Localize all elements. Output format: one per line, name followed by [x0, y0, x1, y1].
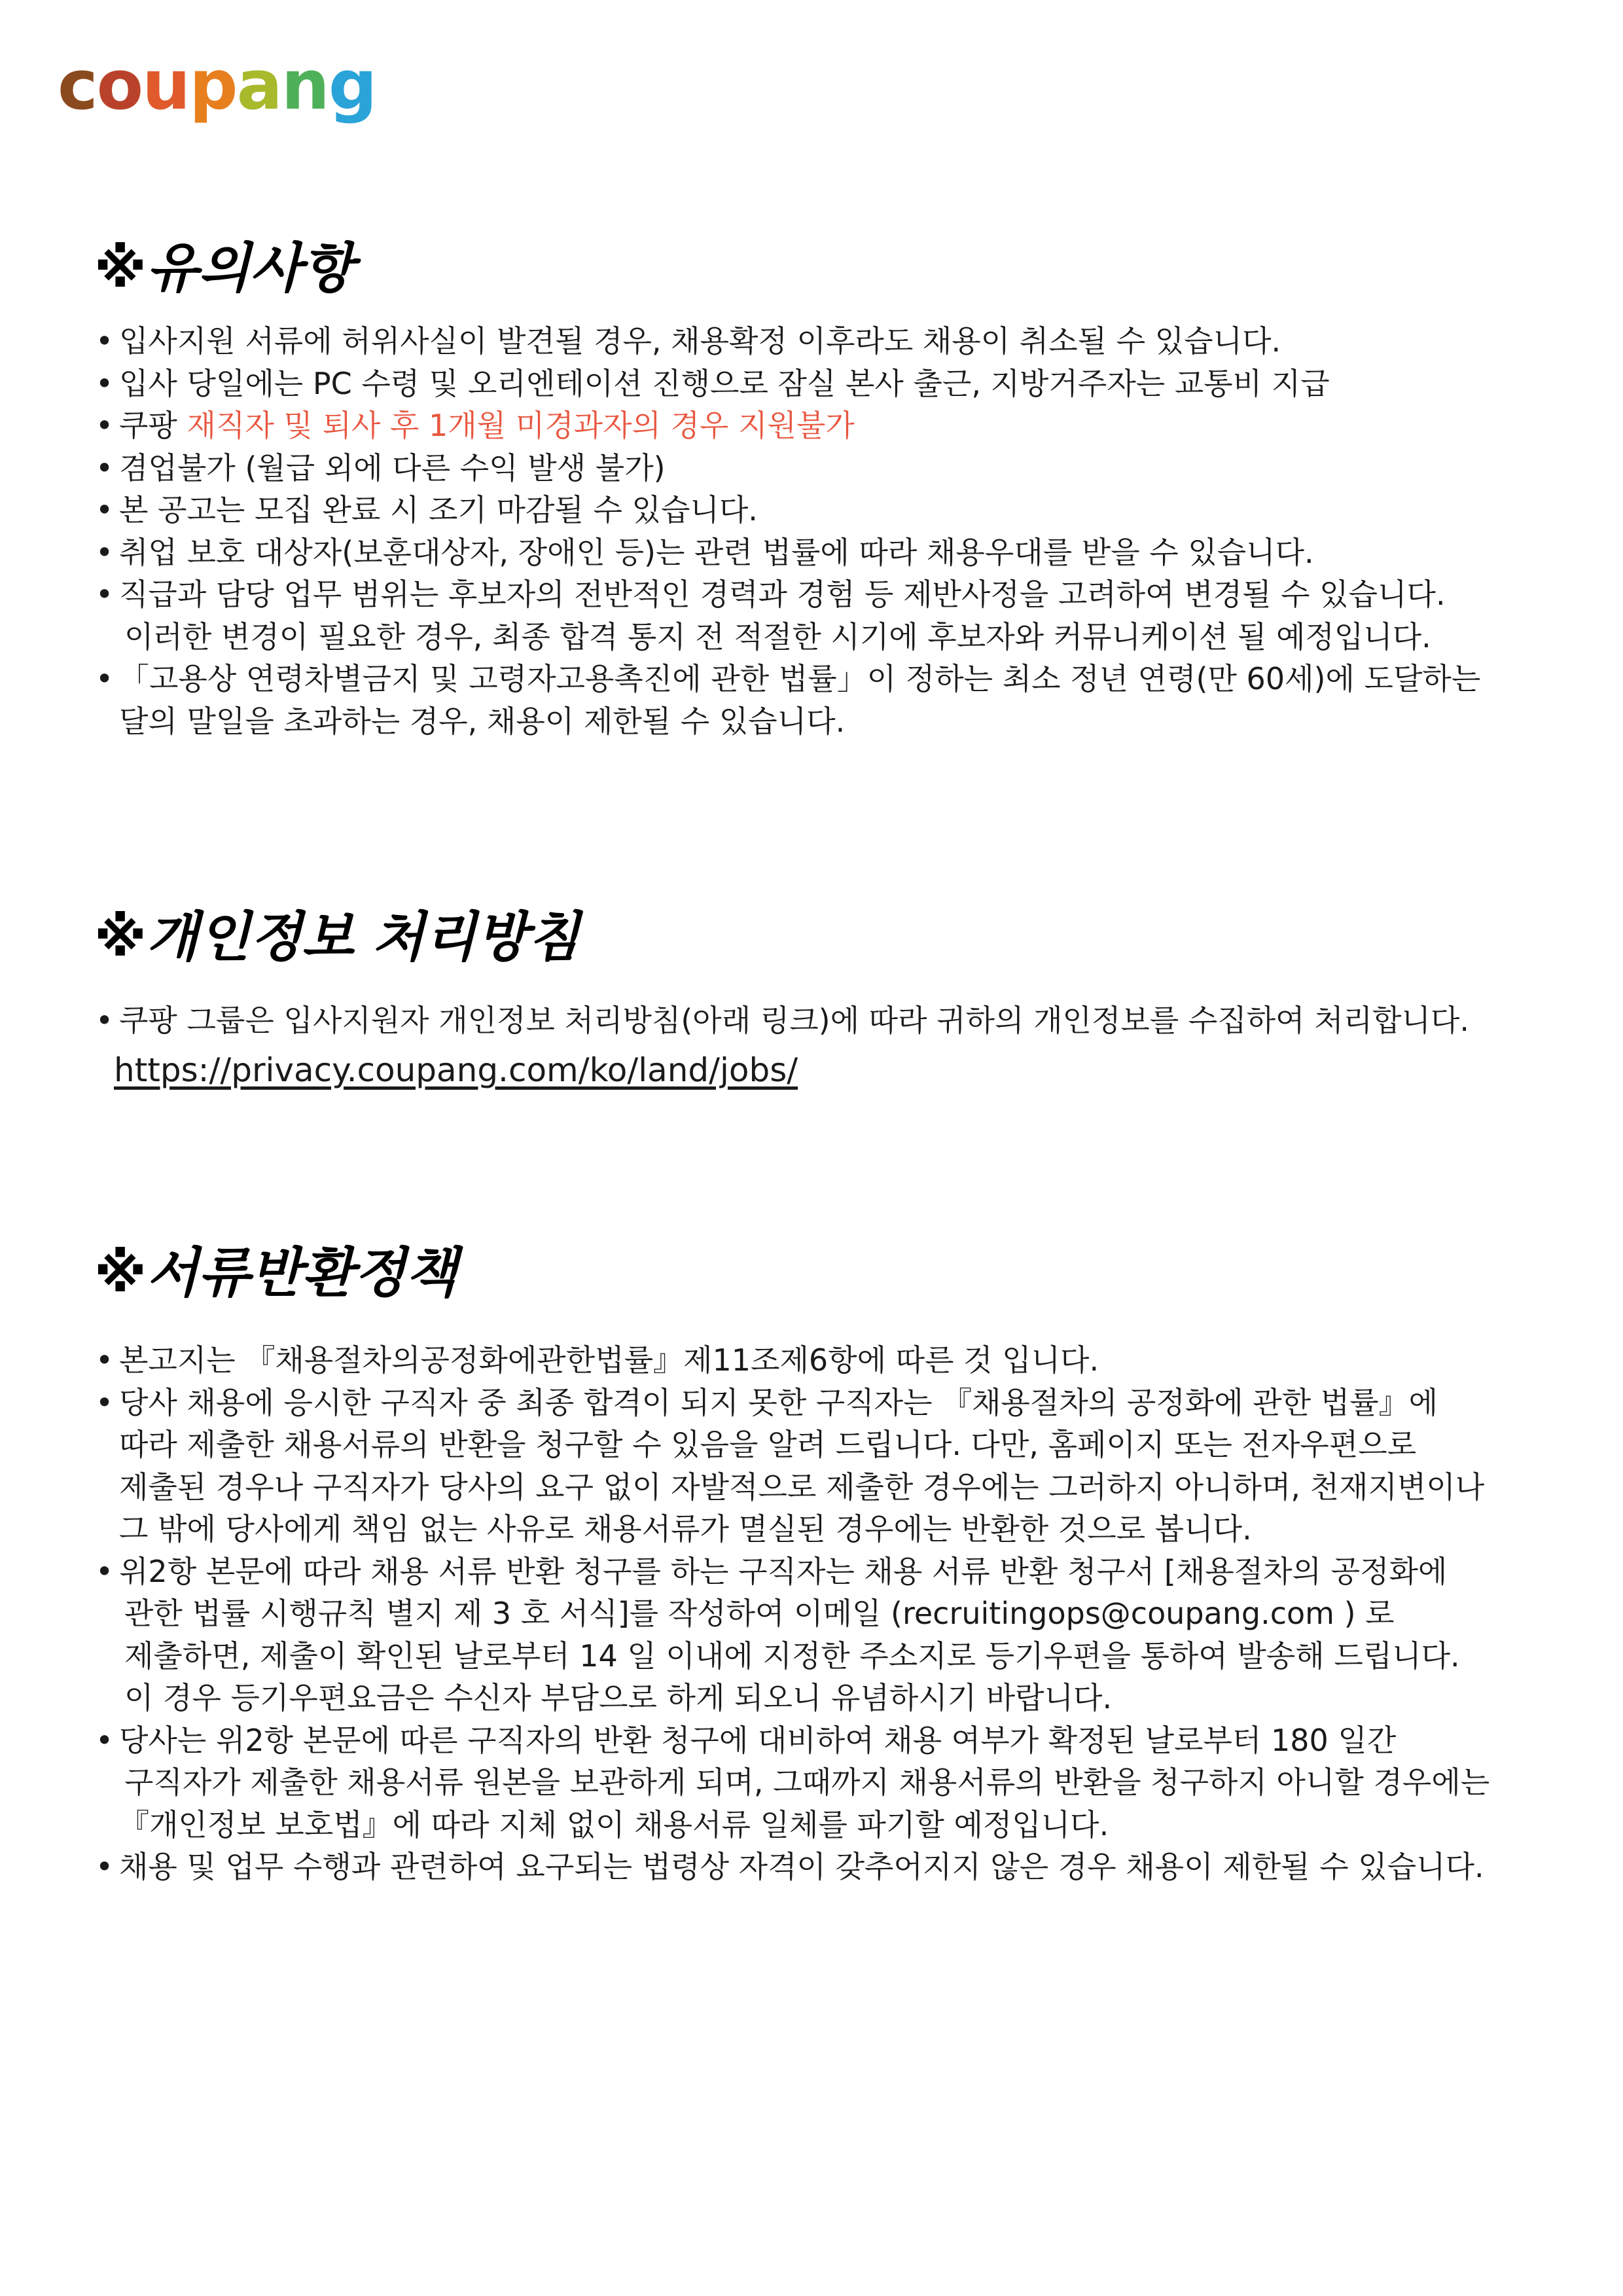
bullet-icon: •: [96, 1342, 114, 1378]
list-item: • 직급과 담당 업무 범위는 후보자의 전반적인 경력과 경험 등 제반사정을 고려하여 변경될 수 있습니다. 이러한 변경이 필요한 경우, 최종 합격 통지 전 적절한 시기에 후보자와 커뮤니케이션 될 예정입니다.: [96, 573, 1480, 658]
document-return-list: [96, 1339, 1489, 1888]
bullet-icon: •: [96, 1722, 114, 1758]
list-item: • 겸업불가 (월급 외에 다른 수익 발생 불가): [96, 447, 1480, 490]
list-item: • 입사지원 서류에 허위사실이 발견될 경우, 채용확정 이후라도 채용이 취소될 수 있습니다.: [96, 320, 1480, 363]
list-item: • 쿠팡 그룹은 입사지원자 개인정보 처리방침(아래 링크)에 따라 귀하의 개인정보를 수집하여 처리합니다.: [96, 999, 1469, 1042]
list-item: • 본 공고는 모집 완료 시 조기 마감될 수 있습니다.: [96, 489, 1480, 531]
list-item: • 쿠팡 재직자 및 퇴사 후 1개월 미경과자의 경우 지원불가: [96, 404, 1480, 447]
bullet-icon: •: [96, 408, 114, 443]
list-item: • 취업 보호 대상자(보훈대상자, 장애인 등)는 관련 법률에 따라 채용우대를 받을 수 있습니다.: [96, 531, 1480, 574]
section-title-privacy: ※개인정보 처리방침: [94, 906, 580, 969]
bullet-icon: •: [96, 1553, 114, 1589]
logo-letter: a: [236, 45, 281, 125]
list-item: • 당사 채용에 응시한 구직자 중 최종 합격이 되지 못한 구직자는 『채용절차의 공정화에 관한 법률』에 따라 제출한 채용서류의 반환을 청구할 수 있음을 알려 드립니다. 다만, 홈페이지 또는 전자우편으로 제출된 경우나 구직자가 당사의 요구 없이 자발적으로 제출한 경우에는 그러하지 아니하며, 천재지변이나 그 밖에 당사에게 책임 없는 사유로 채용서류가 멸실된 경우에는 반환한 것으로 봅니다.: [96, 1382, 1489, 1551]
bullet-icon: •: [96, 323, 114, 359]
logo-letter: p: [189, 45, 237, 125]
bullet-icon: •: [96, 577, 114, 612]
warning-highlight: 재직자 및 퇴사 후 1개월 미경과자의 경우 지원불가: [187, 408, 855, 443]
bullet-icon: •: [96, 492, 114, 528]
bullet-icon: •: [96, 1384, 114, 1420]
bullet-icon: •: [96, 365, 114, 401]
privacy-policy-link[interactable]: https://privacy.coupang.com/ko/land/jobs/: [114, 1051, 798, 1089]
section-title-notice: ※유의사항: [94, 238, 354, 300]
list-item: • 당사는 위2항 본문에 따른 구직자의 반환 청구에 대비하여 채용 여부가 확정된 날로부터 180 일간 구직자가 제출한 채용서류 원본을 보관하게 되며, 그때까지 채용서류의 반환을 청구하지 아니할 경우에는 『개인정보 보호법』에 따라 지체 없이 채용서류 일체를 파기할 예정입니다.: [96, 1719, 1489, 1846]
bullet-icon: •: [96, 1003, 114, 1038]
logo-letter: c: [58, 45, 97, 125]
list-item: • 「고용상 연령차별금지 및 고령자고용촉진에 관한 법률」이 정하는 최소 정년 연령(만 60세)에 도달하는 달의 말일을 초과하는 경우, 채용이 제한될 수 있습니다.: [96, 658, 1480, 742]
logo-letter: g: [328, 45, 376, 125]
logo-letter: u: [142, 45, 190, 125]
list-item: • 입사 당일에는 PC 수령 및 오리엔테이션 진행으로 잠실 본사 출근, 지방거주자는 교통비 지급: [96, 363, 1480, 405]
logo-letter: o: [96, 45, 143, 125]
list-item: • 채용 및 업무 수행과 관련하여 요구되는 법령상 자격이 갖추어지지 않은 경우 채용이 제한될 수 있습니다.: [96, 1846, 1489, 1888]
bullet-icon: •: [96, 1849, 114, 1884]
privacy-list: [96, 999, 1469, 1042]
list-item: • 위2항 본문에 따라 채용 서류 반환 청구를 하는 구직자는 채용 서류 반환 청구서 [채용절차의 공정화에 관한 법률 시행규칙 별지 제 3 호 서식]를 작성하여 이메일 (recruitingops@coupang.com ) 로 제출하면, 제출이 확인된 날로부터 14 일 이내에 지정한 주소지로 등기우편을 통하여 발송해 드립니다. 이 경우 등기우편요금은 수신자 부담으로 하게 되오니 유념하시기 바랍니다.: [96, 1551, 1489, 1719]
bullet-icon: •: [96, 534, 114, 570]
bullet-icon: •: [96, 661, 114, 696]
coupang-logo: [58, 45, 376, 125]
bullet-icon: •: [96, 450, 114, 486]
notice-list: [96, 320, 1480, 742]
section-title-document-return: ※서류반환정책: [94, 1242, 457, 1304]
logo-letter: n: [281, 45, 329, 125]
list-item: • 본고지는 『채용절차의공정화에관한법률』제11조제6항에 따른 것 입니다.: [96, 1339, 1489, 1382]
